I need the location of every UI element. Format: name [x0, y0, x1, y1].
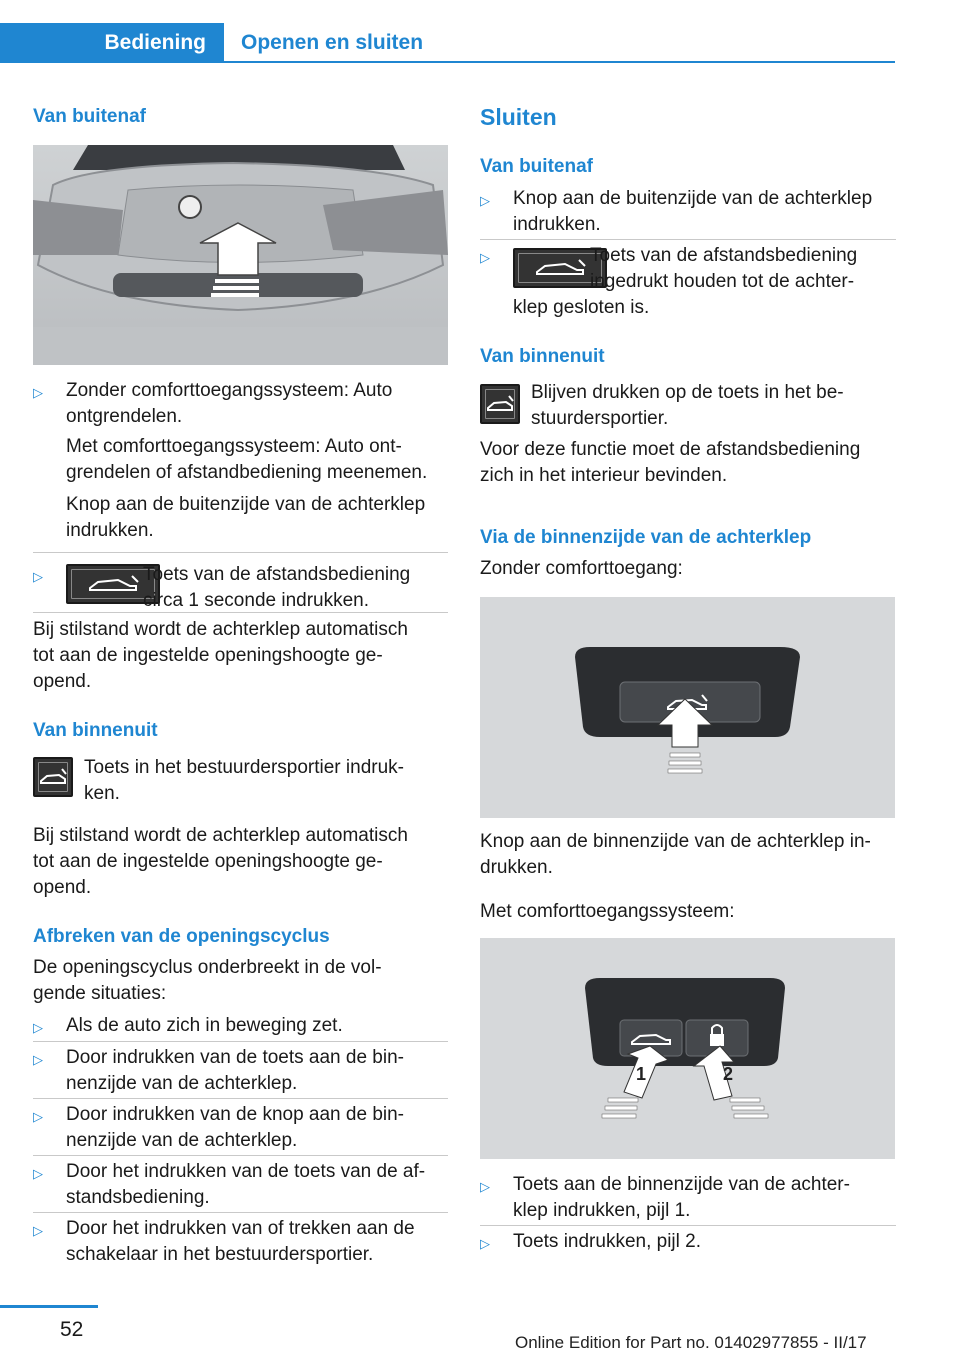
heading-van-binnenuit: Van binnenuit — [33, 720, 158, 741]
text-line: Door indrukken van de knop aan de bin- — [66, 1104, 405, 1125]
text-line: Voor deze functie moet de afstandsbediening — [480, 439, 861, 460]
text-line: tot aan de ingestelde openingshoogte ge- — [33, 645, 383, 666]
heading-van-buitenaf: Van buitenaf — [33, 106, 146, 127]
text-line: klep gesloten is. — [513, 297, 650, 318]
text-line: Bij stilstand wordt de achterklep automatisch — [33, 825, 408, 846]
text-line: opend. — [33, 671, 92, 692]
divider — [33, 1212, 448, 1213]
bullet-triangle-icon: ▷ — [33, 569, 43, 584]
text-line: stuurdersportier. — [531, 408, 669, 429]
text-line: Blijven drukken op de toets in het be- — [531, 382, 844, 403]
text-line: Bij stilstand wordt de achterklep automatisch — [33, 619, 408, 640]
heading-van-buitenaf: Van buitenaf — [480, 156, 593, 177]
text-line: Door het indrukken van de toets van de af- — [66, 1161, 426, 1182]
text-line: Knop aan de binnenzijde van de achterklep in- — [480, 831, 871, 852]
paragraph: Met comforttoegangssysteem: — [480, 901, 735, 922]
text-line: Door indrukken van de toets aan de bin- — [66, 1047, 404, 1068]
text-line: klep indrukken, pijl 1. — [513, 1200, 691, 1221]
text-line: grendelen of afstandbediening meenemen. — [66, 462, 428, 483]
paragraph — [590, 243, 857, 295]
divider — [480, 1225, 896, 1226]
divider — [33, 612, 448, 613]
text-line: indrukken. — [513, 214, 601, 235]
text-line: zich in het interieur bevinden. — [480, 465, 728, 486]
text-line: indrukken. — [66, 520, 154, 541]
text-line: De openingscyclus onderbreekt in de vol- — [33, 957, 382, 978]
paragraph — [33, 617, 408, 695]
text-line: nenzijde van de achterklep. — [66, 1073, 298, 1094]
bullet-triangle-icon: ▷ — [480, 1236, 490, 1251]
divider — [33, 1098, 448, 1099]
paragraph — [480, 829, 871, 881]
paragraph: Zonder comforttoegang: — [480, 558, 683, 579]
door-tailgate-button-icon — [480, 384, 520, 424]
text-line: circa 1 seconde indrukken. — [143, 590, 370, 611]
text-line: Zonder comforttoegangssysteem: Auto — [66, 380, 393, 401]
edition-note: Online Edition for Part no. 01402977855 - II/17 — [515, 1333, 867, 1352]
text-line: drukken. — [480, 857, 553, 878]
text-line: Knop aan de buitenzijde van de achterklep — [66, 494, 426, 515]
text-line: ontgrendelen. — [66, 406, 183, 427]
header-rule — [224, 61, 895, 63]
bullet-triangle-icon: ▷ — [33, 385, 43, 400]
bullet-triangle-icon: ▷ — [33, 1166, 43, 1181]
text-line: schakelaar in het bestuurdersportier. — [66, 1244, 374, 1265]
paragraph — [66, 434, 427, 486]
bullet-triangle-icon: ▷ — [33, 1020, 43, 1035]
text-line: ingedrukt houden tot de achter- — [590, 271, 855, 292]
paragraph — [84, 755, 404, 807]
paragraph — [33, 823, 408, 901]
arrow-label-2: 2 — [723, 1064, 734, 1084]
bullet-triangle-icon: ▷ — [480, 1179, 490, 1194]
header-tab-bediening: Bediening — [0, 23, 224, 63]
interior-comfort-buttons-image — [480, 938, 895, 1159]
paragraph — [66, 492, 425, 544]
paragraph — [33, 955, 382, 1007]
text-line: nenzijde van de achterklep. — [66, 1130, 298, 1151]
bullet-triangle-icon: ▷ — [33, 1052, 43, 1067]
bullet-triangle-icon: ▷ — [480, 193, 490, 208]
text-line: Toets van de afstandsbediening — [590, 245, 858, 266]
text-line: Als de auto zich in beweging zet. — [66, 1015, 343, 1036]
door-tailgate-button-icon — [33, 757, 73, 797]
text-line: gende situaties: — [33, 983, 167, 1004]
divider — [33, 1155, 448, 1156]
arrow-label-1: 1 — [636, 1064, 647, 1084]
paragraph — [480, 437, 860, 489]
bullet-triangle-icon: ▷ — [480, 250, 490, 265]
bullet-triangle-icon: ▷ — [33, 1109, 43, 1124]
bullet-triangle-icon: ▷ — [33, 1223, 43, 1238]
interior-tailgate-button-image — [480, 597, 895, 818]
page-header — [0, 23, 895, 63]
heading-sluiten: Sluiten — [480, 104, 557, 130]
heading-via-binnenzijde: Via de binnenzijde van de achterklep — [480, 527, 812, 548]
text-line: Toets indrukken, pijl 2. — [513, 1231, 701, 1252]
text-line: Knop aan de buitenzijde van de achterklep — [513, 188, 873, 209]
heading-van-binnenuit: Van binnenuit — [480, 346, 605, 367]
text-line: Door het indrukken van of trekken aan de — [66, 1218, 415, 1239]
paragraph — [531, 380, 844, 432]
text-line: tot aan de ingestelde openingshoogte ge- — [33, 851, 383, 872]
text-line: Met comforttoegangssysteem: Auto ont- — [66, 436, 402, 457]
text-line: standsbediening. — [66, 1187, 210, 1208]
divider — [33, 1041, 448, 1042]
text-line: opend. — [33, 877, 92, 898]
text-line: Toets van de afstandsbediening — [143, 564, 411, 585]
header-tab-openen-en-sluiten: Openen en sluiten — [241, 31, 424, 54]
text-line: Toets aan de binnenzijde van de achter- — [513, 1174, 850, 1195]
text-line: Toets in het bestuurdersportier indruk- — [84, 757, 404, 778]
tailgate-exterior-image — [33, 145, 448, 365]
text-line: ken. — [84, 783, 120, 804]
footer-rule — [0, 1305, 98, 1308]
divider — [33, 552, 448, 553]
paragraph — [143, 562, 410, 614]
heading-afbreken: Afbreken van de openingscyclus — [33, 926, 330, 947]
divider — [480, 239, 896, 240]
page-number: 52 — [60, 1318, 84, 1341]
paragraph — [513, 295, 649, 321]
